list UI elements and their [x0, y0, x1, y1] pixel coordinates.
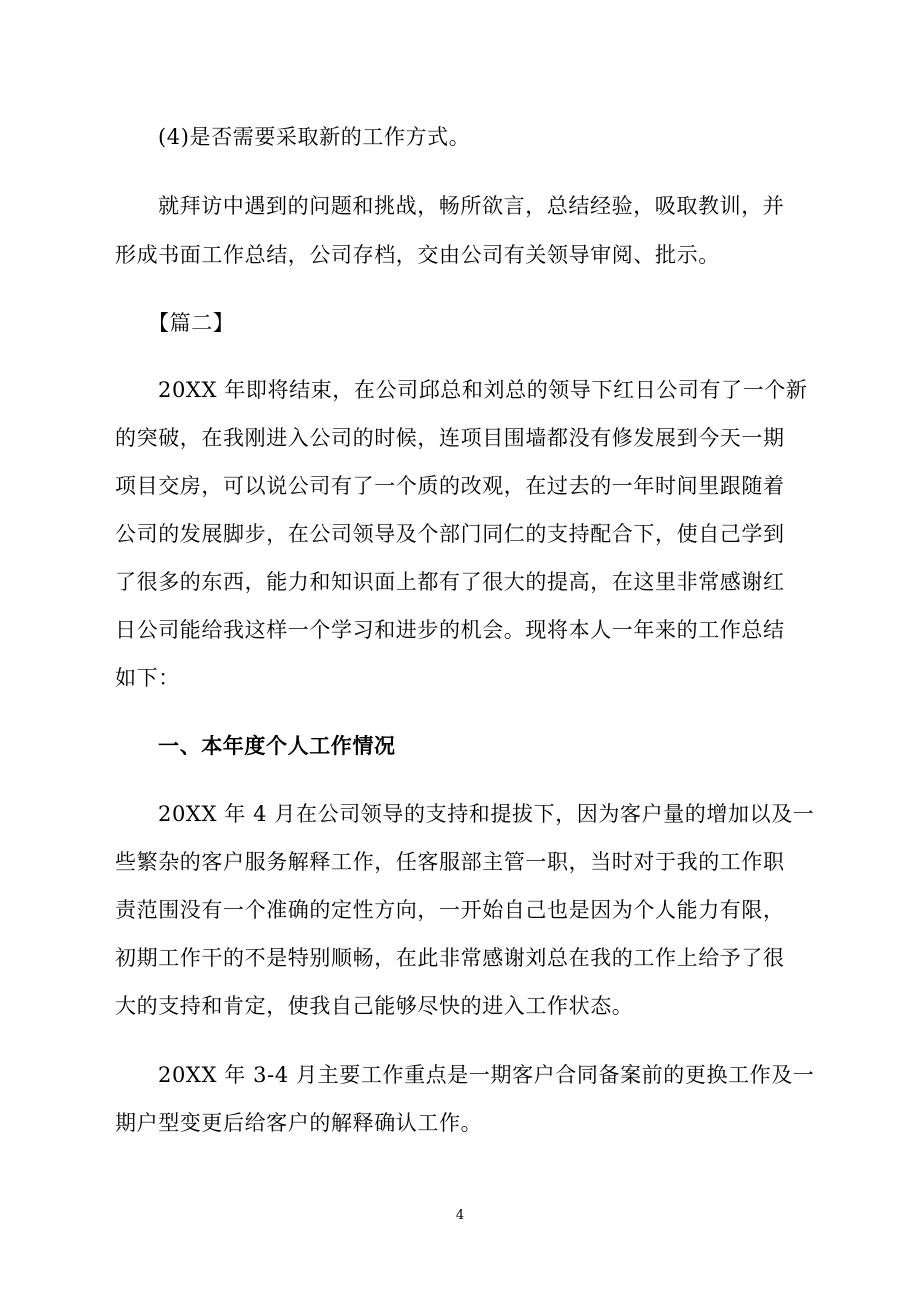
paragraph-intro-line-1: 20XX 年即将结束，在公司邱总和刘总的领导下红日公司有了一个新	[158, 378, 808, 402]
section-heading-1: 一、本年度个人工作情况	[158, 733, 396, 758]
paragraph-intro-line-5: 了很多的东西，能力和知识面上都有了很大的提高，在这里非常感谢红	[115, 570, 785, 594]
paragraph-visit-line-1: 就拜访中遇到的问题和挑战，畅所欲言，总结经验，吸取教训，并	[158, 194, 785, 218]
paragraph-april-line-5: 大的支持和肯定，使我自己能够尽快的进入工作状态。	[115, 994, 634, 1018]
section-label: 【篇二】	[148, 311, 235, 335]
paragraph-april-line-2: 些繁杂的客户服务解释工作，任客服部主管一职，当时对于我的工作职	[115, 850, 785, 874]
paragraph-intro-line-4: 公司的发展脚步，在公司领导及个部门同仁的支持配合下，使自己学到	[115, 522, 785, 546]
list-item-4: (4)是否需要采取新的工作方式。	[158, 125, 471, 149]
paragraph-april-line-1: 20XX 年 4 月在公司领导的支持和提拔下，因为客户量的增加以及一	[158, 802, 815, 826]
paragraph-visit-line-2: 形成书面工作总结，公司存档，交由公司有关领导审阅、批示。	[115, 243, 720, 267]
paragraph-intro-line-6: 日公司能给我这样一个学习和进步的机会。现将本人一年来的工作总结	[115, 618, 785, 642]
page-number: 4	[455, 1208, 465, 1223]
paragraph-april-line-3: 责范围没有一个准确的定性方向，一开始自己也是因为个人能力有限，	[115, 898, 785, 922]
paragraph-intro-line-3: 项目交房，可以说公司有了一个质的改观，在过去的一年时间里跟随着	[115, 474, 785, 498]
paragraph-intro-line-7: 如下：	[115, 666, 180, 690]
paragraph-intro-line-2: 的突破，在我刚进入公司的时候，连项目围墙都没有修发展到今天一期	[115, 426, 785, 450]
paragraph-march-line-1: 20XX 年 3-4 月主要工作重点是一期客户合同备案前的更换工作及一	[158, 1063, 815, 1087]
paragraph-march-line-2: 期户型变更后给客户的解释确认工作。	[115, 1111, 483, 1135]
paragraph-april-line-4: 初期工作干的不是特别顺畅，在此非常感谢刘总在我的工作上给予了很	[115, 946, 785, 970]
